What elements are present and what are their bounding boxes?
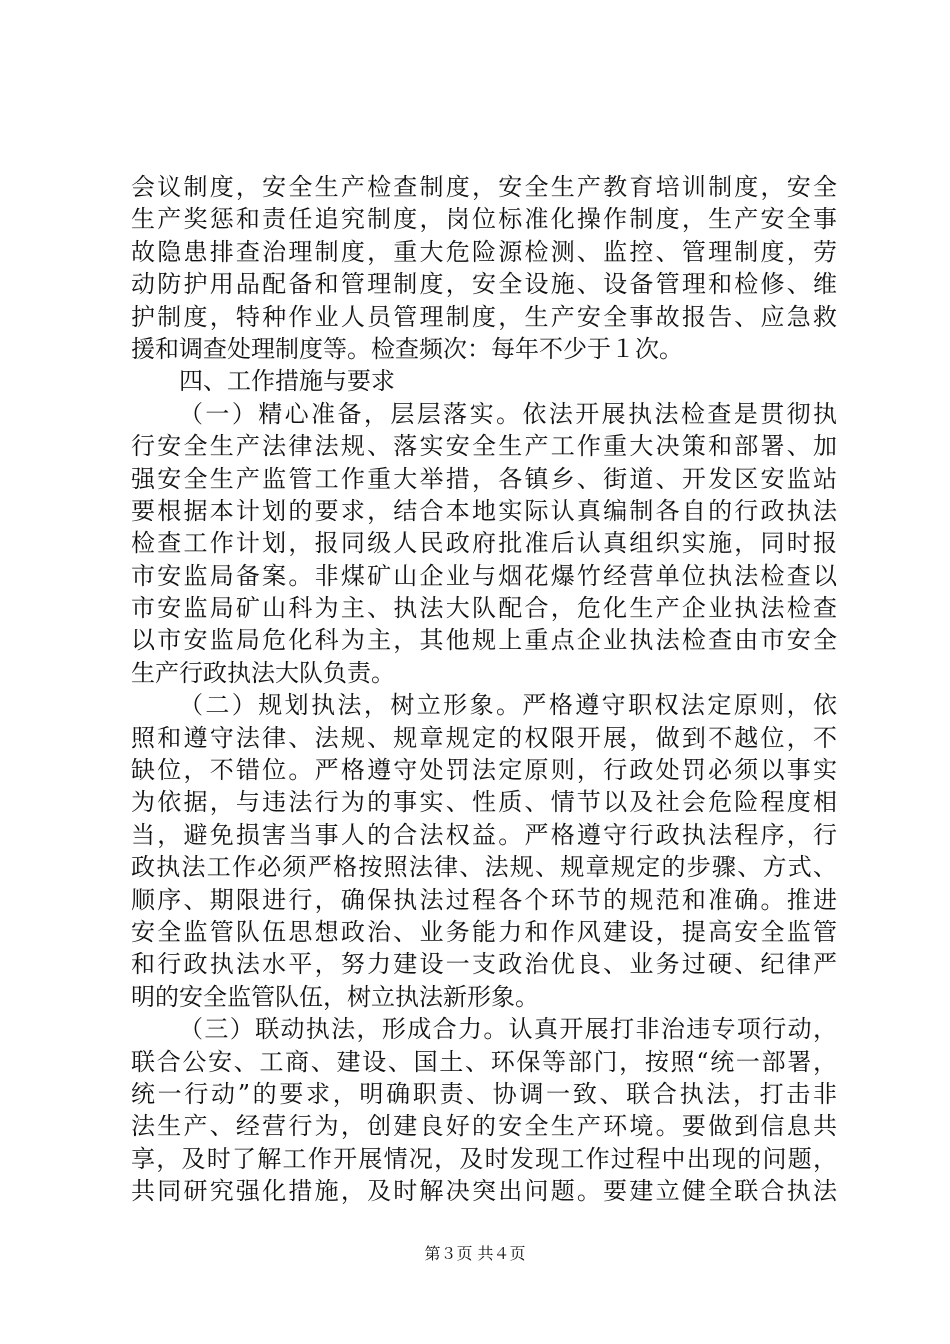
text-line: 联合公安、工商、建设、国土、环保等部门，按照“统一部署， (131, 1047, 837, 1076)
text-line: 明的安全监管队伍，树立执法新形象。 (131, 982, 539, 1011)
text-line: 为依据，与违法行为的事实、性质、情节以及社会危险程度相 (131, 788, 837, 817)
text-line: 检查工作计划，报同级人民政府批准后认真组织实施，同时报 (131, 529, 837, 558)
document-body (131, 171, 837, 1208)
text-line: 法生产、经营行为，创建良好的安全生产环境。要做到信息共 (131, 1112, 837, 1141)
text-line: 援和调查处理制度等。检查频次：每年不少于１次。 (131, 334, 683, 363)
text-line: 要根据本计划的要求，结合本地实际认真编制各自的行政执法 (131, 496, 837, 525)
text-line: 会议制度，安全生产检查制度，安全生产教育培训制度，安全 (131, 173, 837, 201)
paragraph-first-line: （三）联动执法，形成合力。认真开展打非治违专项行动， (179, 1015, 837, 1044)
text-line: 生产奖惩和责任追究制度，岗位标准化操作制度，生产安全事 (131, 205, 837, 234)
text-line: 安全监管队伍思想政治、业务能力和作风建设，提高安全监管 (131, 917, 837, 946)
text-line: 行安全生产法律法规、落实安全生产工作重大决策和部署、加 (131, 432, 837, 461)
text-line: 缺位，不错位。严格遵守处罚法定原则，行政处罚必须以事实 (131, 756, 837, 785)
text-line: 生产行政执法大队负责。 (131, 658, 395, 687)
text-line: 享，及时了解工作开展情况，及时发现工作过程中出现的问题， (131, 1144, 837, 1173)
text-line: 动防护用品配备和管理制度，安全设施、设备管理和检修、维 (131, 270, 837, 299)
text-line: 统一行动”的要求，明确职责、协调一致、联合执法，打击非 (131, 1079, 837, 1108)
text-line: 市安监局备案。非煤矿山企业与烟花爆竹经营单位执法检查以 (131, 561, 837, 590)
text-line: 共同研究强化措施，及时解决突出问题。要建立健全联合执法 (131, 1177, 837, 1206)
text-line: 市安监局矿山科为主、执法大队配合，危化生产企业执法检查 (131, 594, 837, 623)
text-line: 当，避免损害当事人的合法权益。严格遵守行政执法程序，行 (131, 820, 837, 849)
text-line: 顺序、期限进行，确保执法过程各个环节的规范和准确。推进 (131, 885, 837, 914)
paragraph-first-line: （二）规划执法，树立形象。严格遵守职权法定原则，依 (179, 691, 837, 720)
section-heading: 四、工作措施与要求 (179, 367, 395, 396)
text-line: 故隐患排查治理制度，重大危险源检测、监控、管理制度，劳 (131, 237, 837, 266)
text-line: 护制度，特种作业人员管理制度，生产安全事故报告、应急救 (131, 302, 837, 331)
paragraph-first-line: （一）精心准备，层层落实。依法开展执法检查是贯彻执 (179, 399, 837, 428)
page-number-footer: 第３页 共４页 (424, 1244, 526, 1263)
text-line: 以市安监局危化科为主，其他规上重点企业执法检查由市安全 (131, 626, 837, 655)
text-line: 政执法工作必须严格按照法律、法规、规章规定的步骤、方式、 (131, 853, 837, 882)
text-line: 和行政执法水平，努力建设一支政治优良、业务过硬、纪律严 (131, 950, 837, 979)
text-line: 强安全生产监管工作重大举措，各镇乡、街道、开发区安监站 (131, 464, 837, 493)
text-line: 照和遵守法律、法规、规章规定的权限开展，做到不越位，不 (131, 723, 837, 752)
